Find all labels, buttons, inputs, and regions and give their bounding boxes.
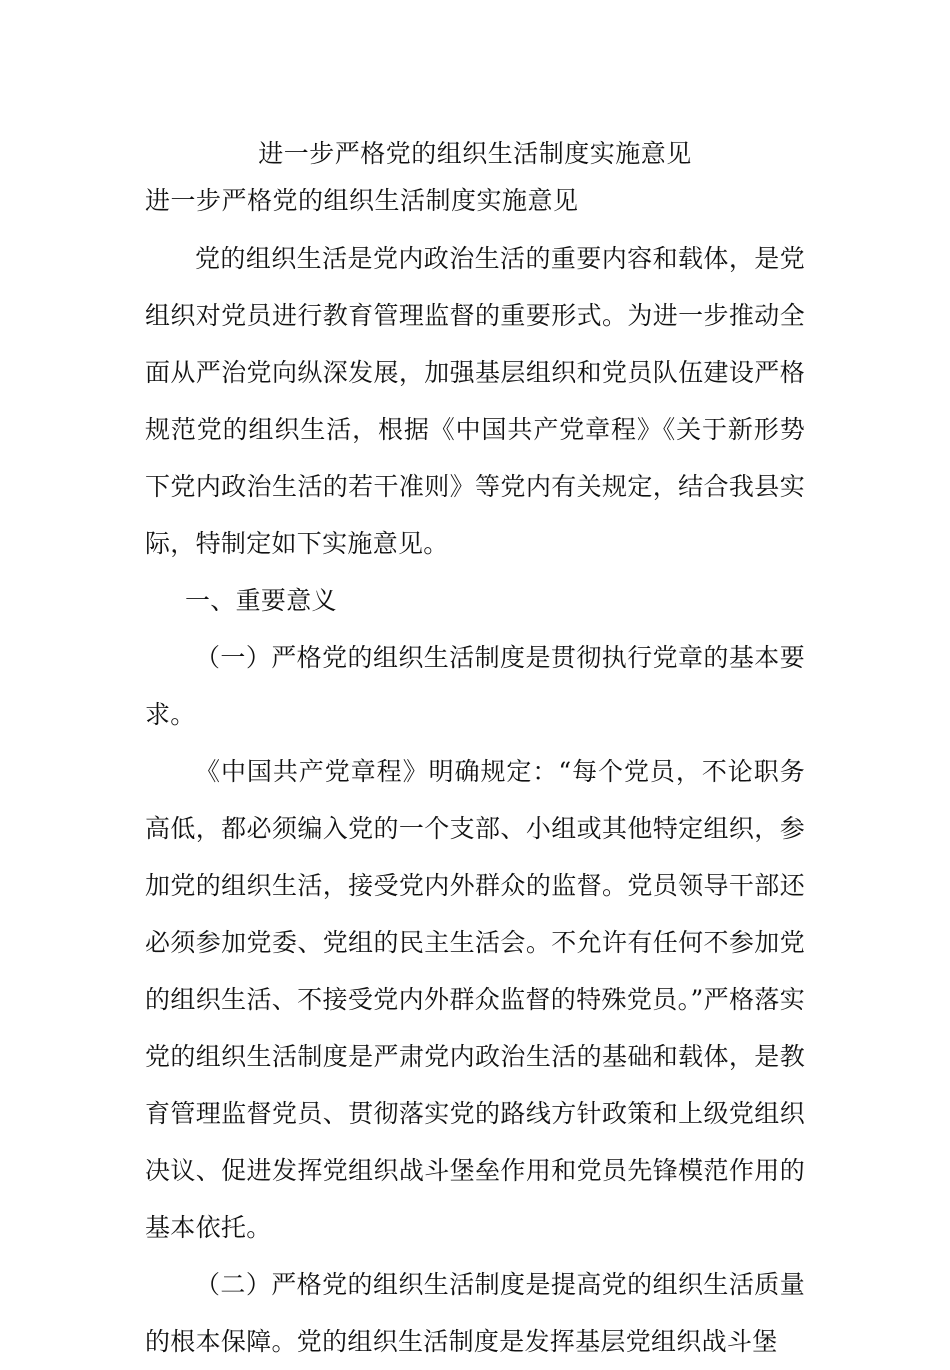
body-paragraph: （二）严格党的组织生活制度是提高党的组织生活质量的根本保障。党的组织生活制度是发挥基层党组织战斗堡 <box>145 1270 805 1356</box>
subsection-heading: （一）严格党的组织生活制度是贯彻执行党章的基本要求。 <box>145 643 805 729</box>
body-paragraph: 《中国共产党章程》明确规定：“每个党员，不论职务高低，都必须编入党的一个支部、小组或其他特定组织，参加党的组织生活，接受党内外群众的监督。党员领导干部还必须参加党委、党组的民主生活会。不允许有任何不参加党的组织生活、不接受党内外群众监督的特殊党员。”严格落实党的组织生活制度是严肃党内政治生活的基础和载体，是教育管理监督党员、贯彻落实党的路线方针政策和上级党组织决议、促进发挥党组织战斗堡垒作用和党员先锋模范作用的基本依托。 <box>145 757 805 1242</box>
document-body <box>145 230 805 1370</box>
section-heading: 一、重要意义 <box>185 586 337 615</box>
document-subtitle: 进一步严格党的组织生活制度实施意见 <box>145 186 579 215</box>
intro-paragraph: 党的组织生活是党内政治生活的重要内容和载体，是党组织对党员进行教育管理监督的重要形式。为进一步推动全面从严治党向纵深发展，加强基层组织和党员队伍建设严格规范党的组织生活，根据《中国共产党章程》《关于新形势下党内政治生活的若干准则》等党内有关规定，结合我县实际，特制定如下实施意见。 <box>145 244 805 558</box>
document-title: 进一步严格党的组织生活制度实施意见 <box>258 139 692 168</box>
